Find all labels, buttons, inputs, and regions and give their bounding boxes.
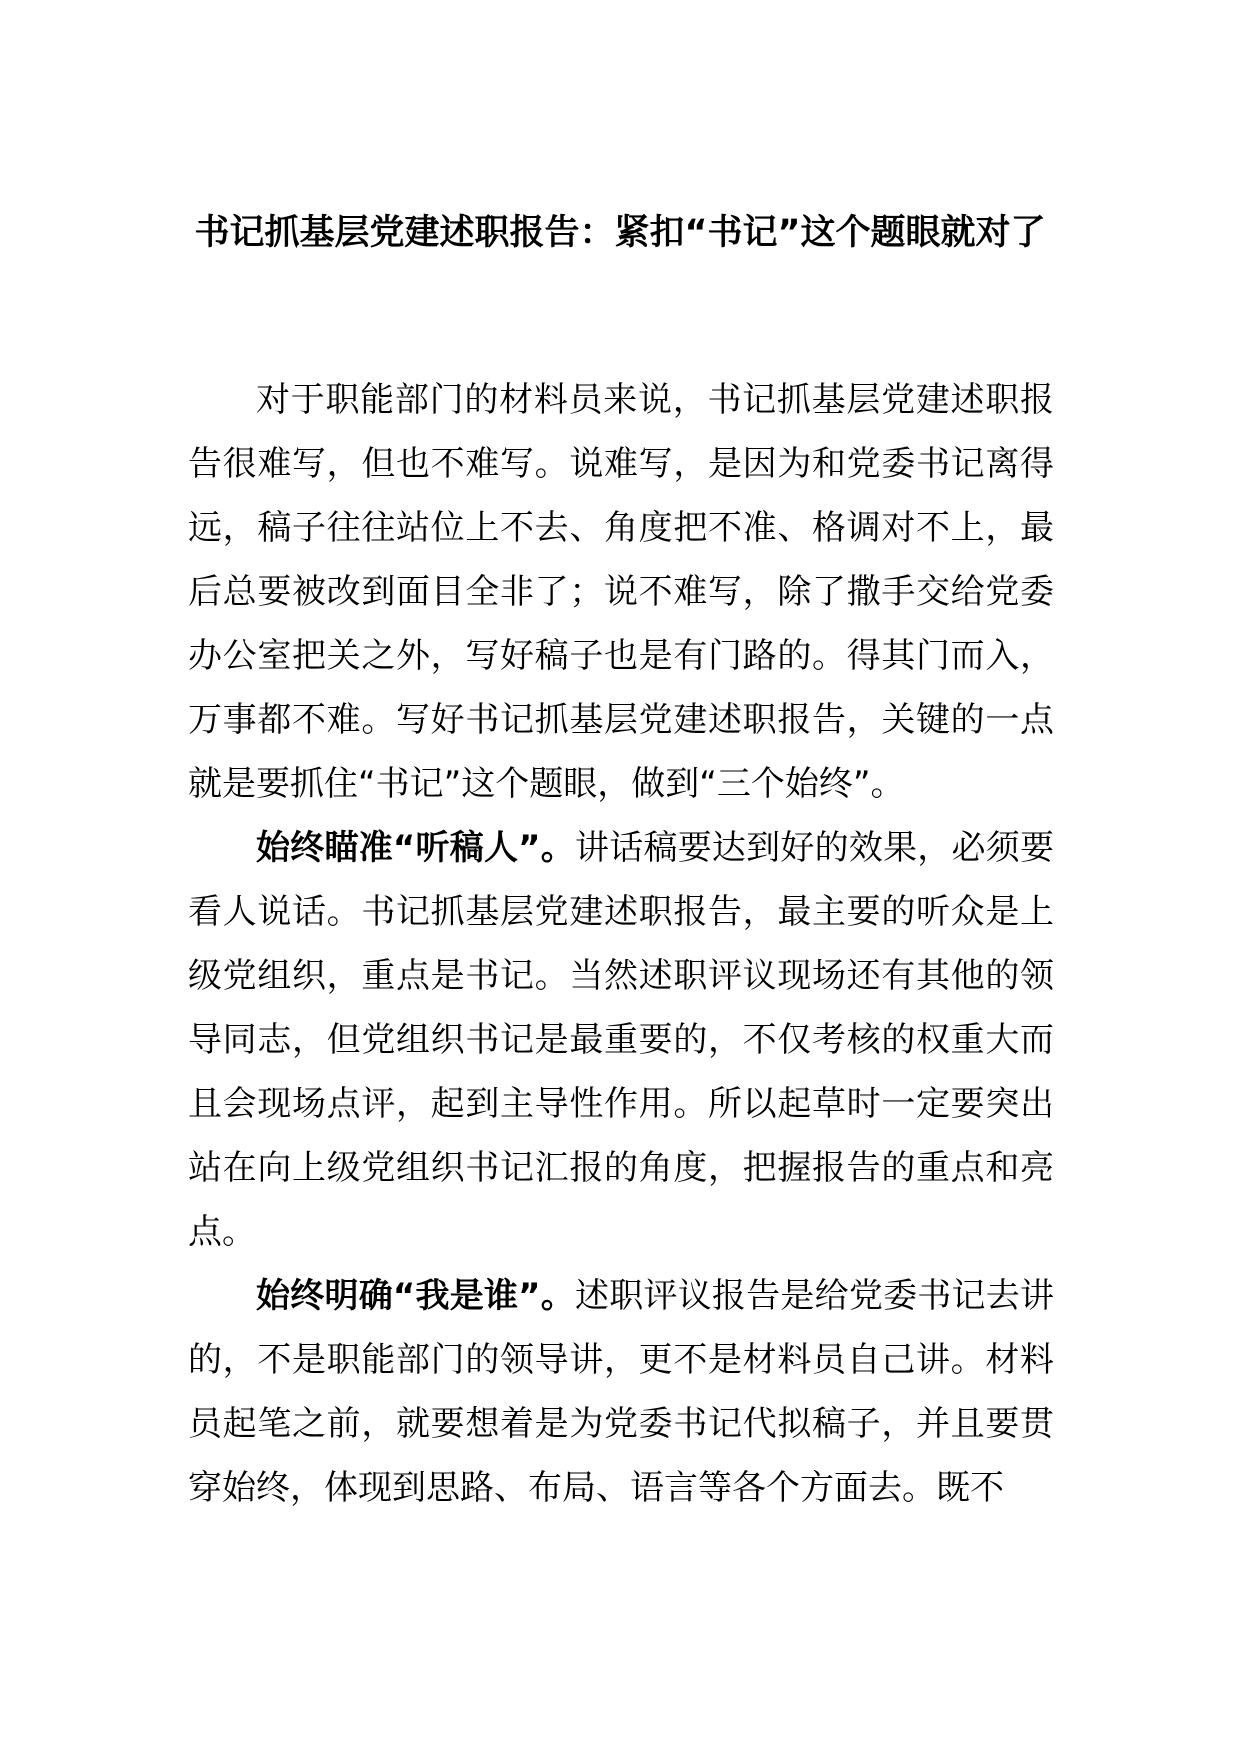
- paragraph-lead: 始终明确“我是谁”。: [256, 1276, 575, 1316]
- paragraph-lead: 始终瞄准“听稿人”。: [256, 828, 575, 868]
- paragraph-text: 对于职能部门的材料员来说，书记抓基层党建述职报告很难写，但也不难写。说难写，是因为和党委书记离得远，稿子往往站位上不去、角度把不准、格调对不上，最后总要被改到面目全非了；说不难写，除了撒手交给党委办公室把关之外，写好稿子也是有门路的。得其门而入，万事都不难。写好书记抓基层党建述职报告，关键的一点就是要抓住“书记”这个题眼，做到“三个始终”。: [188, 380, 1054, 804]
- paragraph-listener: [188, 816, 1054, 1264]
- paragraph-identity: [188, 1264, 1054, 1520]
- document-title: 书记抓基层党建述职报告：紧扣“书记”这个题眼就对了: [194, 213, 1046, 253]
- paragraph-intro: [188, 368, 1054, 816]
- document-body: [188, 368, 1054, 1520]
- paragraph-text: 讲话稿要达到好的效果，必须要看人说话。书记抓基层党建述职报告，最主要的听众是上级党组织，重点是书记。当然述职评议现场还有其他的领导同志，但党组织书记是最重要的，不仅考核的权重大而且会现场点评，起到主导性作用。所以起草时一定要突出站在向上级党组织书记汇报的角度，把握报告的重点和亮点。: [188, 828, 1054, 1252]
- paragraph-text: 述职评议报告是给党委书记去讲的，不是职能部门的领导讲，更不是材料员自己讲。材料员起笔之前，就要想着是为党委书记代拟稿子，并且要贯穿始终，体现到思路、布局、语言等各个方面去。既不: [188, 1276, 1054, 1508]
